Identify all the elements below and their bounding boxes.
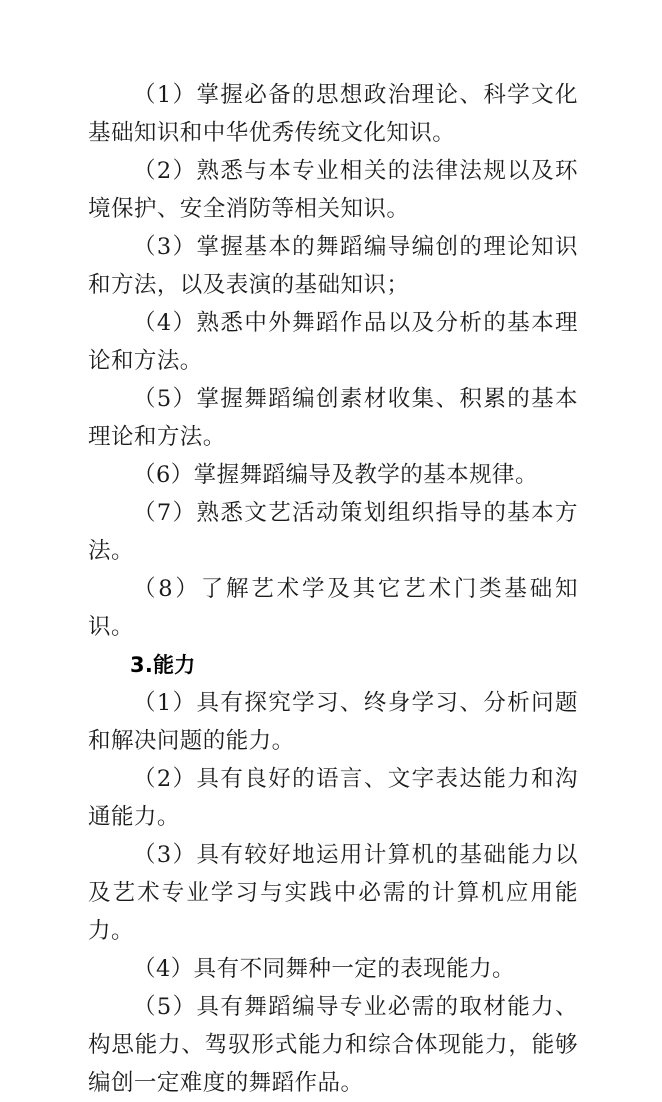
knowledge-item-4: （4）熟悉中外舞蹈作品以及分析的基本理论和方法。 xyxy=(88,310,578,374)
knowledge-item-2: （2）熟悉与本专业相关的法律法规以及环境保护、安全消防等相关知识。 xyxy=(88,158,578,222)
text-column xyxy=(88,76,578,1102)
knowledge-item-5: （5）掌握舞蹈编创素材收集、积累的基本理论和方法。 xyxy=(88,386,578,450)
ability-item-3: （3）具有较好地运用计算机的基础能力以及艺术专业学习与实践中必需的计算机应用能力。 xyxy=(88,842,578,944)
knowledge-item-1: （1）掌握必备的思想政治理论、科学文化基础知识和中华优秀传统文化知识。 xyxy=(88,82,578,146)
ability-item-4: （4）具有不同舞种一定的表现能力。 xyxy=(133,956,515,982)
ability-item-1: （1）具有探究学习、终身学习、分析问题和解决问题的能力。 xyxy=(88,690,578,754)
knowledge-item-8: （8）了解艺术学及其它艺术门类基础知识。 xyxy=(88,576,578,640)
ability-item-2: （2）具有良好的语言、文字表达能力和沟通能力。 xyxy=(88,766,578,830)
section-heading-ability: 3.能力 xyxy=(130,653,196,677)
knowledge-item-6: （6）掌握舞蹈编导及教学的基本规律。 xyxy=(133,462,538,488)
ability-item-5: （5）具有舞蹈编导专业必需的取材能力、构思能力、驾驭形式能力和综合体现能力，能够编创一定难度的舞蹈作品。 xyxy=(88,994,578,1096)
knowledge-item-7: （7）熟悉文艺活动策划组织指导的基本方法。 xyxy=(88,500,578,564)
knowledge-item-3: （3）掌握基本的舞蹈编导编创的理论知识和方法，以及表演的基础知识； xyxy=(88,234,578,298)
